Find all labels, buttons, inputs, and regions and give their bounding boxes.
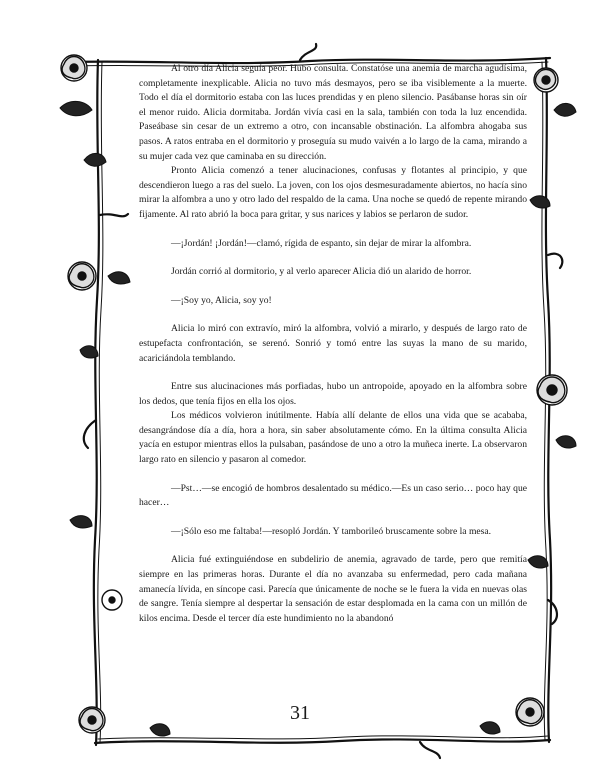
paragraph: Al otro día Alicia seguía peor. Hubo consulta. Constatóse una anemia de marcha agudísima, completamente inexplicable. Alicia no tuvo más desmayos, pero se iba visiblemente a la muerte. Todo el día el dormitorio estaba con las luces prendidas y en pleno silencio. Pasábanse horas sin oír el menor ruido. Alicia dormitaba. Jordán vivía casi en la sala, también con toda la luz encendida. Paseábase sin cesar de un extremo a otro, con incansable obstinación. La alfombra ahogaba sus pasos. A ratos entraba en el dormitorio y proseguía su mudo vaivén a lo largo de la cama, mirando a su mujer cada vez que caminaba en su dirección. — [139, 63, 527, 162]
paragraph: Alicia lo miró con extravío, miró la alfombra, volvió a mirarlo, y después de largo rato de estupefacta confrontación, se serenó. Sonrió y tomó entre las suyas la mano de su marido, acariciándola temblando. — [139, 323, 527, 364]
paragraph: —¡Sólo eso me faltaba!—resopló Jordán. Y tamborileó bruscamente sobre la mesa. — [171, 525, 492, 537]
paragraph: Entre sus alucinaciones más porfiadas, hubo un antropoide, apoyado en la alfombra sobre los dedos, que tenía fijos en ella los ojos. — [139, 381, 527, 407]
page-number: 31 — [290, 702, 310, 724]
paragraph: —¡Soy yo, Alicia, soy yo! — [171, 294, 272, 306]
story-text — [139, 62, 527, 626]
paragraph: Alicia fué extinguiéndose en subdelirio de anemia, agravado de tarde, pero que remitía siempre en las primeras horas. Durante el día no avanzaba su enfermedad, pero cada mañana amanecía lívida, en síncope casi. Parecía que únicamente de noche se le fuera la vida en nuevas olas de sangre. Tenía siempre al despertar la sensación de estar desplomada en la cama con un millón de kilos encima. Desde el tercer día este hundimiento no la abandonó — [139, 554, 527, 624]
paragraph: —¡Jordán! ¡Jordán!—clamó, rígida de espanto, sin dejar de mirar la alfombra. — [171, 237, 472, 249]
paragraph: Jordán corrió al dormitorio, y al verlo aparecer Alicia dió un alarido de horror. — [171, 266, 472, 278]
paragraph: —Pst…—se encogió de hombros desalentado su médico.—Es un caso serio… poco hay que hacer… — [139, 482, 527, 509]
paragraph: Los médicos volvieron inútilmente. Había allí delante de ellos una vida que se acababa, desangrándose día a día, hora a hora, sin saber absolutamente cómo. En la última consulta Alicia yacía en estupor mientras ellos la pulsaban, pasándose de uno a otro la muñeca inerte. La observaron largo rato en silencio y pasaron al comedor. — [139, 410, 527, 466]
paragraph: Pronto Alicia comenzó a tener alucinaciones, confusas y flotantes al principio, y que descendieron luego a ras del suelo. La joven, con los ojos desmesuradamente abiertos, no hacía sino mirar la alfombra a uno y otro lado del respaldo de la cama. Una noche se quedó de repente mirando fijamente. Al rato abrió la boca para gritar, y sus narices y labios se perlaron de sudor. — [139, 165, 527, 220]
